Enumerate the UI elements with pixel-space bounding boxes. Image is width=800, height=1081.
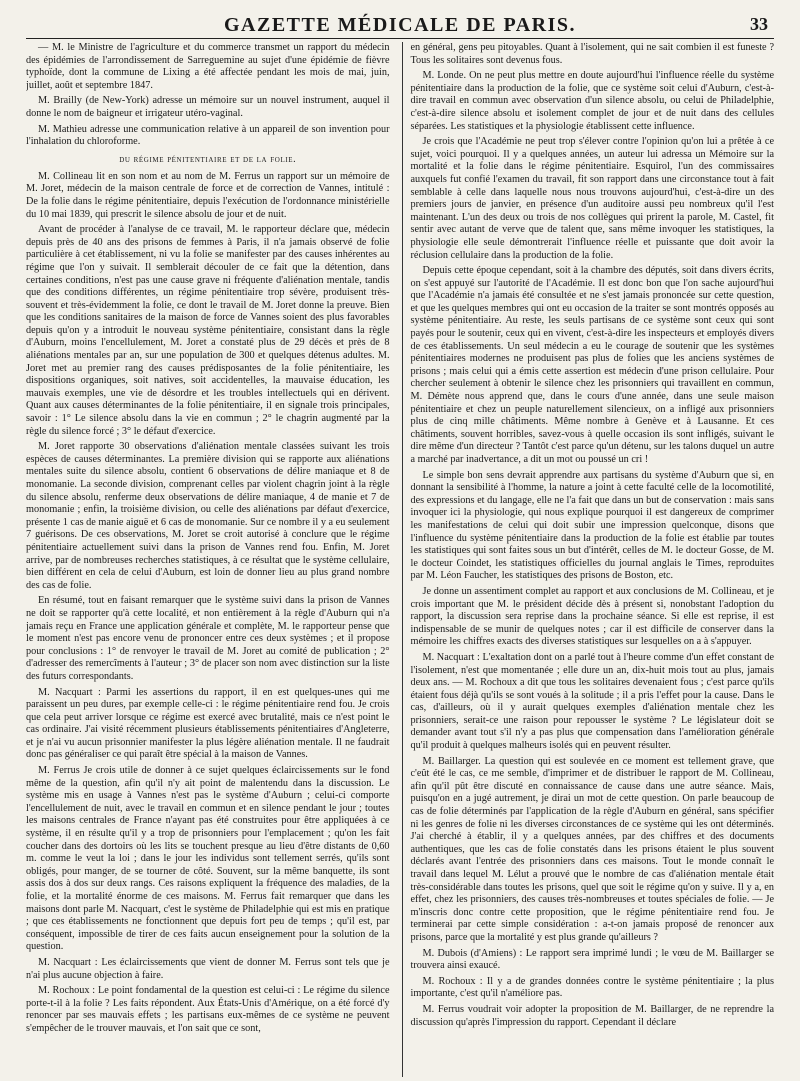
paragraph: M. Dubois (d'Amiens) : Le rapport sera imprimé lundi ; le vœu de M. Baillarger se trouvera ainsi exaucé. [410, 947, 774, 972]
paragraph: M. Nacquart : Les éclaircissements que vient de donner M. Ferrus sont tels que je n'ai plus aucune objection à faire. [26, 956, 390, 981]
paragraph: M. Rochoux : Le point fondamental de la question est celui-ci : Le régime du silence porte-t-il à la folie ? Les faits répondent. Aux États-Unis d'Amérique, on a été forcé d'y renoncer par ses mauvais effets ; les partisans eux-mêmes de ce système ne peuvent s'empêcher de le trouver mauvais, et l'on sait que ce sont, [26, 985, 390, 1034]
left-column [26, 42, 398, 1074]
paragraph: M. Mathieu adresse une communication relative à un appareil de son invention pour l'inhalation du chloroforme. [26, 123, 390, 148]
column-divider [402, 42, 403, 1077]
paragraph: M. Londe. On ne peut plus mettre en doute aujourd'hui l'influence réelle du système pénitentiaire dans la production de la folie, que ce système soit celui d'Auburn, c'est-à-dire travail en commun avec observation d'un silence absolu, ou celui de Philadelphie, c'est-à-dire silence absolu et isolement complet de jour et de nuit dans des cellules séparées. Les statistiques et la physiologie établissent cette influence. [410, 70, 774, 132]
paragraph: Le simple bon sens devrait apprendre aux partisans du système d'Auburn que si, en donnant la sensibilité à l'homme, la nature a joint à cette faculté celle de la locomotilité, des expressions et du langage, elle ne l'a fait que dans un but de conservation : mais sans invoquer ici la physiologie, qui nous explique pourquoi il est dangereux de comprimer les manifestations de celui qui doit subir une impression quelconque, disons que l'influence du système pénitentiaire dans la production de la folie est établie par toutes les statistiques qui sont faites sous un but d'intérêt, celles de M. le docteur Gosse, de M. le docteur Coindet, les statistiques officielles du journal anglais le Times, reproduites par M. Léon Faucher, les statistiques des prisons de Boston, etc. [410, 469, 774, 582]
paragraph: Je crois que l'Académie ne peut trop s'élever contre l'opinion qu'on lui a prêtée à ce sujet, voici pourquoi. Il y a quelques années, un auteur lui adressa un Mémoire sur la mortalité et la folie dans le régime pénitentiaire. Esquirol, l'un des commissaires auxquels fut confié l'examen du travail, fit son rapport dans une circonstance tout à fait semblable à celle dans laquelle nous nous trouvons aujourd'hui, c'est-à-dire un des premiers jours de janvier, en présence d'un auditoire aussi peu nombreux qu'il l'est maintenant. L'un des deux ou trois de nos collègues qui prirent la parole, M. Castel, fit sentir avec autant de verve que de talent que, sans même invoquer les statistiques, la physiologie elle seule démontrerait l'influence réelle et puissante que doit avoir la réclusion cellulaire dans la production de la folie. [410, 136, 774, 261]
paragraph: M. Joret rapporte 30 observations d'aliénation mentale classées suivant les trois espèces de causes déterminantes. La première division qui se rapporte aux aliénations mentales suite du silence absolu, contient 6 observations de délire maniaque et 8 de monomanie. La seconde division, comprenant celles par violent chagrin joint à la règle du silence absolu, renferme deux observations de délire maniaque, 4 de manie et 7 de monomanie ; enfin, la troisième division, ou celle des aliénations par défaut d'exercice, présente 1 cas de manie aiguë et 6 cas de monomanie. Sur ce nombre il y a eu seulement 7 guérisons. De ces observations, M. Joret se croit autorisé à conclure que le régime pénitentiaire actuellement suivi dans la prison de Vannes rend fou. Enfin, M. Joret arrive, par de nombreuses recherches statistiques, à ce résultat que le système cellulaire, bien différent en cela de celui d'Auburn, est loin de donner lieu au plus grand nombre des cas de folie. [26, 441, 390, 591]
paragraph: M. Nacquart : Parmi les assertions du rapport, il en est quelques-unes qui me paraissent un peu dures, par exemple celle-ci : le régime pénitentiaire rend fou. Je crois que cela peut arriver lorsque ce régime est exercé avec brutalité, mais ce n'est point le cas ordinaire. J'ai visité récemment plusieurs établissements pénitentiaires d'Angleterre, et je n'ai vu aucun prisonnier manifester la plus légère aliénation mentale. Il ne faudrait donc pas généraliser ce qui paraît être spécial à la maison de Vannes. [26, 686, 390, 761]
paragraph: Avant de procéder à l'analyse de ce travail, M. le rapporteur déclare que, médecin depuis près de 40 ans des prisons de femmes à Paris, il n'a jamais observé de folie particulière à cet établissement, ni vu la folie se manifester par des causes inhérentes au régime que l'on y suivait. Il semblerait découler de ce fait que la détention, dans certaines conditions, n'est pas une cause grave ni fréquente d'aliénation mentale, tandis que des conditions différentes, un régime pénitentiaire trop sévère, produisent très-souvent et très-évidemment la folie, ce dont le travail de M. Joret donne la preuve. Bien que les conditions sanitaires de la maison de force de Vannes soient des plus favorables depuis qu'on y a introduit le nouveau système pénitentiaire, consistant dans la règle d'Auburn, moins l'encellulement, M. Joret a constaté plus de 29 décès et près de 8 aliénations mentales par an, sur une population de 300 et quelques détenus adultes. M. Joret met au premier rang des causes prédisposantes de la folie pénitentiaire, les dispositions organiques, soit natives, soit accidentelles, la mauvaise éducation, les mauvais exemples, une vie de désordre et les troubles intellectuels qui en dérivent. Quant aux causes déterminantes de la folie pénitentiaire, il en signale trois principales, savoir : 1° Le silence absolu dans la vie en commun ; 2° le chagrin augmenté par la règle du silence forcé ; 3° le défaut d'exercice. [26, 224, 390, 437]
paragraph: en général, gens peu pitoyables. Quant à l'isolement, qui ne sait combien il est funeste ? Tous les solitaires sont devenus fous. [410, 42, 774, 66]
paragraph: M. Baillarger. La question qui est soulevée en ce moment est tellement grave, que c'eût été le cas, ce me semble, d'imprimer et de distribuer le rapport de M. Collineau, afin qu'il pût être discuté en connaissance de cause dans une autre séance. Mais, puisqu'on en a jugé autrement, je dirai un mot de cette question. On parle beaucoup de cas de folie déterminés par l'application de la règle d'Auburn en général, sans spécifier ni les genres de folie ni les diverses circonstances de ce système qui les ont déterminés. J'ai cherché à établir, il y a quelques années, par des chiffres et des documents authentiques, que les cas de folie constatés dans les prisons étaient le plus souvent déclarés avant l'entrée des prisonniers dans ces maisons. Tout le monde connaît le travail dans lequel M. Lélut a prouvé que le nombre de cas d'aliénation mentale était très-considérable dans toutes les prisons, quel que soit le régime qu'on y suive. Il y a, en effet, chez les prisonniers, des causes très-nombreuses et toutes spéciales de folie. — Je m'inscris donc contre cette proposition, que le régime pénitentiaire rend fou. Je terminerai par cette simple considération : a-t-on jamais proposé de renoncer aux prisons, parce que la mortalité y est plus grande qu'ailleurs ? [410, 755, 774, 943]
paragraph: M. Ferrus Je crois utile de donner à ce sujet quelques éclaircissements sur le fond même de la question, afin qu'il n'y ait point de malentendu dans la discussion. Le système mis en usage à Vannes n'est pas le système d'Auburn ; celui-ci comporte l'encellulement de nuit, avec le travail en commun et en silence pendant le jour ; toutes les maisons centrales de France n'ayant pas été construites pour être appliquées à ce système, il en résulte qu'il y a trop de prisonniers pour l'emplacement ; qu'on les fait coucher dans des dortoirs où les lits se touchent presque au lieu d'être distants de 0,60 m. comme le veut la loi ; dans le jour les individus sont tellement serrés, qu'ils sont obligés, pour manger, de se tourner de côté. Souvent, sur la même banquette, ils sont assis dos à dos sur deux rangs. Ces raisons expliquent la fréquence des maladies, de la folie, et la mortalité énorme de ces maisons. M. Ferrus fait remarquer que dans les maisons dont parle M. Nacquart, c'est le système de Philadelphie qui est mis en pratique ; que ces établissements ne fonctionnent que depuis fort peu de temps ; qu'il est, par conséquent, impossible de tirer de ces faits aucun enseignement pour la solution de la question. [26, 765, 390, 953]
paragraph: — M. le Ministre de l'agriculture et du commerce transmet un rapport du médecin des épidémies de l'arrondissement de Sarreguemine au sujet d'une épidémie de fièvre typhoïde, dont la commune de Lixing a été affectée pendant les mois de mai, juin, juillet, août et septembre 1847. [26, 42, 390, 91]
text-columns [26, 42, 774, 1077]
paragraph: M. Collineau lit en son nom et au nom de M. Ferrus un rapport sur un mémoire de M. Joret, médecin de la maison centrale de force et de correction de Vannes, intitulé : De la folie dans le régime pénitentiaire, depuis l'exécution de l'ordonnance ministérielle du 10 mai 1839, qui prescrit le silence absolu de jour et de nuit. [26, 170, 390, 220]
page-number: 33 [750, 14, 768, 34]
paragraph: M. Nacquart : L'exaltation dont on a parlé tout à l'heure comme d'un effet constant de l'isolement, n'est que momentanée ; elle dure un an, dix-huit mois tout au plus, jamais deux ans. — M. Rochoux a dit que tous les solitaires devenaient fous ; c'est parce qu'ils étaient fous déjà qu'ils se sont voués à la solitude ; il a pris l'effet pour la cause. Dans le cas, d'ailleurs, où il y aurait quelques exemples d'aliénation mentale chez les prisonniers, serait-ce une raison pour repousser le système ? Le législateur doit se demander avant tout s'il n'y a pas plus que compensation dans l'amélioration générale qu'il produit à quelques malheurs isolés qui en peuvent résulter. [410, 651, 774, 752]
paragraph: Je donne un assentiment complet au rapport et aux conclusions de M. Collineau, et je crois important que M. le président décide dès à présent si, nonobstant l'adoption du rapport, la discussion sera reprise dans la prochaine séance. Si elle est reprise, il est indispensable de se munir de quelques notes ; car il est difficile de conserver dans la mémoire les chiffres exacts des diverses statistiques sur lesquelles on a à s'appuyer. [410, 585, 774, 648]
paragraph: Depuis cette époque cependant, soit à la chambre des députés, soit dans divers écrits, on s'est appuyé sur l'autorité de l'Académie. Il est donc bon que l'on sache aujourd'hui que l'Académie n'a jamais été consultée et ne s'est jamais prononcée sur cette question, et que les quelques membres qui ont eu occasion de la traiter se sont montrés opposés au système pénitentiaire. Au reste, les seuls partisans de ce système sont ceux qui sont payés pour le soutenir, ceux qui en vivent, c'est-à-dire les inspecteurs et employés divers de ces établissements. Un seul médecin a eu le courage de soutenir que les systèmes pénitentiaires modernes ne produisent pas plus de folies que les anciens systèmes de prisons ; mais celui qui a émis cette assertion est médecin d'une prison cellulaire. Pour chercher seulement à obtenir le silence chez les prisonniers qui travaillent en commun, M. Démète nous apprend que, dans le cours d'une année, dans une seule maison pénitentiaire et chez un peuple naturellement silencieux, on a infligé aux prisonniers plus de cinq mille châtiments. Même nombre à Genève et à Lausanne. Et ces châtiments, souvent horribles, savez-vous à quelle occasion ils sont infligés, suivant le dire même d'un directeur ? Tantôt c'est parce qu'un détenu, sur les talons duquel un autre a marché par inadvertance, a dit un mot ou poussé un cri ! [410, 265, 774, 465]
paragraph: En résumé, tout en faisant remarquer que le système suivi dans la prison de Vannes ne doit se rapporter qu'à cette localité, et non entièrement à la règle d'Auburn qui n'a jamais reçu en France une application générale et complète, M. le rapporteur pense que le moment n'est pas encore venu de prononcer entre ces deux systèmes ; et il propose pour conclusions : 1° de renvoyer le travail de M. Joret au comité de publication ; 2° d'adresser des remercîments à l'auteur ; 3° de placer son nom avec distinction sur la liste des futurs correspondants. [26, 595, 390, 682]
page-header [26, 10, 774, 39]
right-column [406, 42, 774, 1074]
journal-title: GAZETTE MÉDICALE DE PARIS. [223, 14, 577, 36]
paragraph: M. Ferrus voudrait voir adopter la proposition de M. Baillarger, de ne reprendre la discussion qu'après l'impression du rapport. Cependant il déclare [410, 1003, 774, 1028]
paragraph: M. Rochoux : Il y a de grandes données contre le système pénitentiaire ; la plus importante, c'est qu'il n'améliore pas. [410, 975, 774, 1000]
section-title: du régime pénitentiaire et de la folie. [119, 153, 297, 165]
paragraph: M. Brailly (de New-York) adresse un mémoire sur un nouvel instrument, auquel il donne le nom de baigneur et irrigateur utéro-vaginal. [26, 95, 390, 119]
